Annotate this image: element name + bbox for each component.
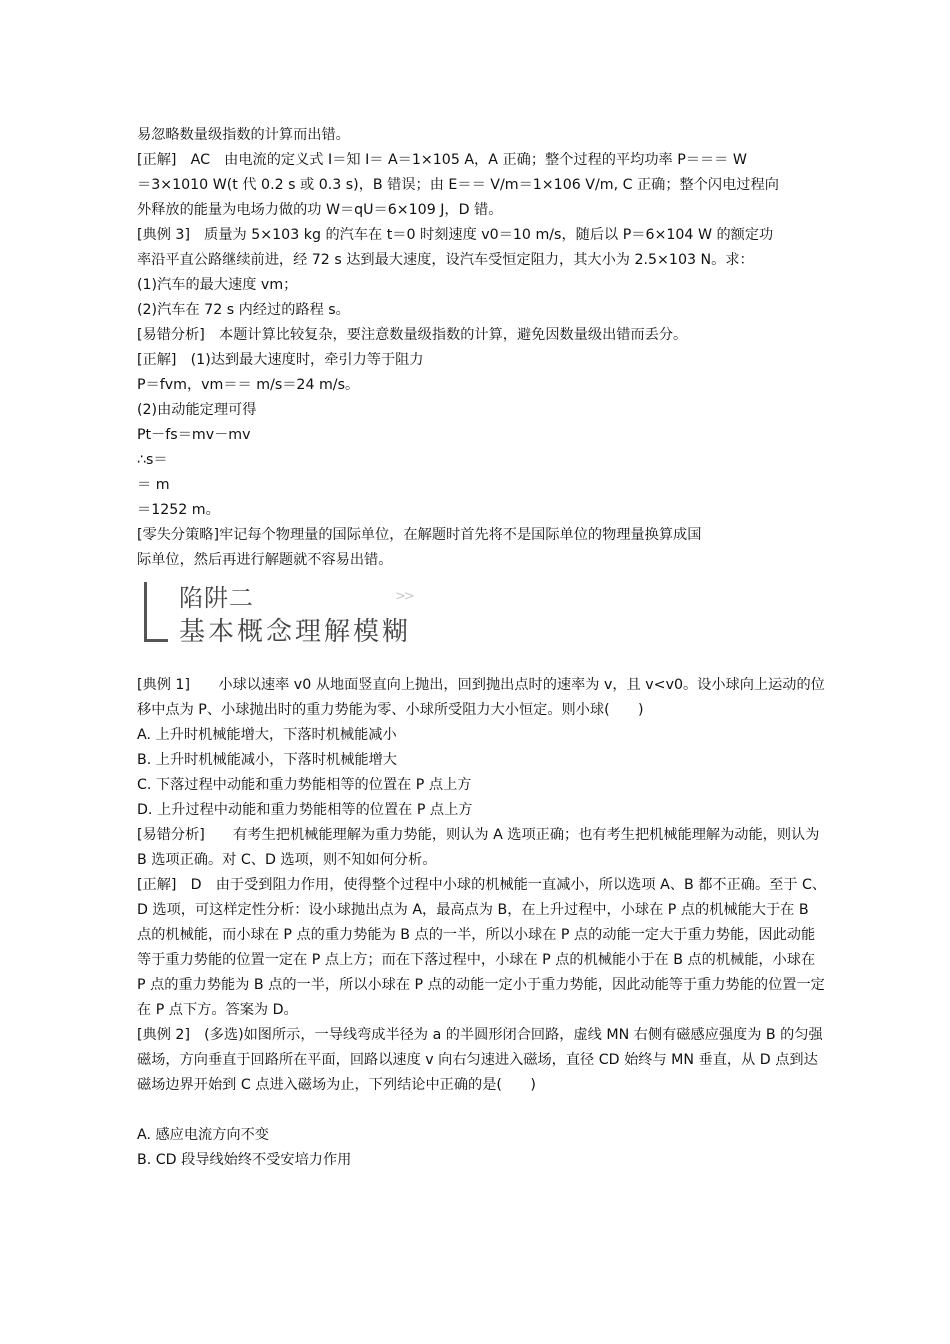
paragraph-line: 易忽略数量级指数的计算而出错。	[137, 127, 350, 143]
paragraph-line: ＝ m	[137, 477, 170, 493]
paragraph-line: [零失分策略]牢记每个物理量的国际单位，在解题时首先将不是国际单位的物理量换算成国	[137, 527, 702, 543]
banner-title: 陷阱二	[179, 584, 254, 612]
paragraph-line: 外释放的能量为电场力做的功 W＝qU＝6×109 J，D 错。	[137, 202, 503, 218]
paragraph-line: (2)由动能定理可得	[137, 402, 257, 418]
paragraph-line: ＝3×1010 W(t 代 0.2 s 或 0.3 s)，B 错误；由 E＝＝ V/m＝1×106 V/m, C 正确；整个闪电过程向	[137, 177, 779, 193]
option-a: A. 上升时机械能增大，下落时机械能减小	[137, 727, 397, 743]
paragraph-line: [典例 3] 质量为 5×103 kg 的汽车在 t＝0 时刻速度 v0＝10 m/s，随后以 P＝6×104 W 的额定功	[137, 227, 774, 243]
paragraph-line: P＝fvm，vm＝＝ m/s＝24 m/s。	[137, 377, 360, 393]
option-d: D. 上升过程中动能和重力势能相等的位置在 P 点上方	[137, 802, 473, 818]
paragraph-line: (2)汽车在 72 s 内经过的路程 s。	[137, 302, 350, 318]
paragraph-line: 率沿平直公路继续前进，经 72 s 达到最大速度，设汽车受恒定阻力，其大小为 2.5×103 N。求：	[137, 252, 754, 268]
paragraph: [正解] D 由于受到阻力作用，使得整个过程中小球的机械能一直减小，所以选项 A、B 都不正确。至于 C、D 选项，可这样定性分析：设小球抛出点为 A，最高点为 B，在上升过程中，小球在 P 点的机械能大于在 B 点的机械能，而小球在 P 点的重力势能为 B 点的一半，所以小球在 P 点的动能一定大于重力势能，因此动能等于重力势能的位置一定在 P 点上方；而在下落过程中，小球在 P 点的机械能小于在 B 点的机械能，小球在 P 点的重力势能为 B 点的一半，所以小球在 P 点的动能一定小于重力势能，因此动能等于重力势能的位置一定在 P 点下方。答案为 D。	[137, 877, 827, 1018]
paragraph-line: [正解] (1)达到最大速度时，牵引力等于阻力	[137, 352, 424, 368]
banner-subtitle: 基本概念理解模糊	[179, 617, 412, 647]
blank-line	[137, 1098, 827, 1123]
paragraph-line: [易错分析] 本题计算比较复杂，要注意数量级指数的计算，避免因数量级出错而丢分。	[137, 327, 688, 343]
option-c: C. 下落过程中动能和重力势能相等的位置在 P 点上方	[137, 777, 472, 793]
paragraph: [易错分析] 有考生把机械能理解为重力势能，则认为 A 选项正确；也有考生把机械能理解为动能，则认为 B 选项正确。对 C、D 选项，则不知如何分析。	[137, 827, 820, 868]
section-banner	[137, 576, 467, 652]
paragraph: [典例 1] 小球以速率 v0 从地面竖直向上抛出，回到抛出点时的速率为 v，且 v<v0。设小球向上运动的位移中点为 P、小球抛出时的重力势能为零、小球所受阻力大小恒定。则小球( )	[137, 677, 825, 718]
paragraph-line: ＝1252 m。	[137, 502, 220, 518]
text-section-trap-one	[137, 123, 827, 573]
paragraph-line: ∴s＝	[137, 452, 168, 468]
option-a: A. 感应电流方向不变	[137, 1127, 269, 1143]
paragraph-line: (1)汽车的最大速度 vm；	[137, 277, 298, 293]
paragraph-line: 际单位，然后再进行解题就不容易出错。	[137, 552, 393, 568]
chevron-right-icon: >>	[395, 589, 413, 604]
text-section-trap-two	[137, 673, 827, 1173]
paragraph: [典例 2] (多选)如图所示，一导线弯成半径为 a 的半圆形闭合回路，虚线 MN 右侧有磁感应强度为 B 的匀强磁场，方向垂直于回路所在平面，回路以速度 v 向右匀速进入磁场，直径 CD 始终与 MN 垂直，从 D 点到达磁场边界开始到 C 点进入磁场为止，下列结论中正确的是( )	[137, 1027, 823, 1093]
option-b: B. CD 段导线始终不受安培力作用	[137, 1152, 352, 1168]
option-b: B. 上升时机械能减小，下落时机械能增大	[137, 752, 397, 768]
paragraph-line: Pt－fs＝mv－mv	[137, 427, 251, 443]
banner-bracket-horizontal	[144, 639, 168, 642]
paragraph-line: [正解] AC 由电流的定义式 I＝知 I＝ A＝1×105 A，A 正确；整个过程的平均功率 P＝＝＝ W	[137, 152, 747, 168]
banner-bracket-vertical	[144, 582, 147, 642]
